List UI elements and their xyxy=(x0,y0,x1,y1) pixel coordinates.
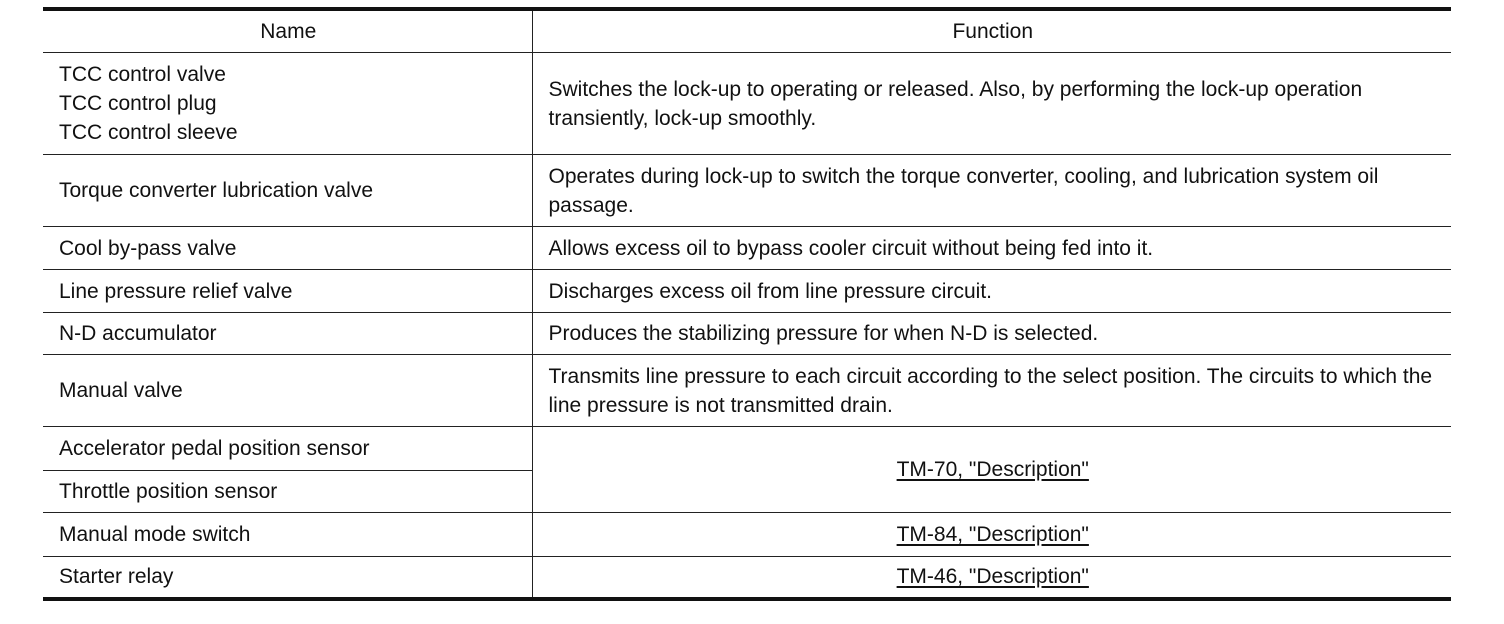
table-row xyxy=(43,427,1451,471)
name-cell: Manual valve xyxy=(43,355,532,427)
function-cell: Operates during lock-up to switch the torque converter, cooling, and lubrication system oil passage. xyxy=(532,155,1451,227)
header-name: Name xyxy=(43,9,532,53)
table-row xyxy=(43,270,1451,313)
function-cell: Switches the lock-up to operating or released. Also, by performing the lock-up operation transiently, lock-up smoothly. xyxy=(532,53,1451,155)
reference-link[interactable]: TM-70, "Description" xyxy=(896,458,1089,481)
function-cell: Allows excess oil to bypass cooler circuit without being fed into it. xyxy=(532,227,1451,270)
component-function-table xyxy=(43,7,1451,601)
header-function: Function xyxy=(532,9,1451,53)
table-row xyxy=(43,355,1451,427)
function-cell xyxy=(532,427,1451,513)
name-cell: Throttle position sensor xyxy=(43,471,532,513)
function-cell: Discharges excess oil from line pressure circuit. xyxy=(532,270,1451,313)
name-cell: Cool by-pass valve xyxy=(43,227,532,270)
table-row xyxy=(43,313,1451,355)
header-row xyxy=(43,9,1451,53)
name-cell: Manual mode switch xyxy=(43,513,532,557)
name-cell: N-D accumulator xyxy=(43,313,532,355)
function-cell xyxy=(532,513,1451,557)
function-cell: Transmits line pressure to each circuit according to the select position. The circuits to which the line pressure is not transmitted drain. xyxy=(532,355,1451,427)
function-cell xyxy=(532,557,1451,599)
name-cell: Starter relay xyxy=(43,557,532,599)
name-cell xyxy=(43,53,532,155)
name-cell: Line pressure relief valve xyxy=(43,270,532,313)
table-row xyxy=(43,557,1451,599)
table-row xyxy=(43,227,1451,270)
table xyxy=(43,7,1451,601)
table-row xyxy=(43,513,1451,557)
table-row xyxy=(43,155,1451,227)
name-line: TCC control plug xyxy=(59,92,217,115)
table-row xyxy=(43,53,1451,155)
reference-link[interactable]: TM-84, "Description" xyxy=(896,523,1089,546)
name-line: TCC control valve xyxy=(59,63,226,86)
name-cell: Accelerator pedal position sensor xyxy=(43,427,532,471)
reference-link[interactable]: TM-46, "Description" xyxy=(896,565,1089,589)
function-cell: Produces the stabilizing pressure for when N-D is selected. xyxy=(532,313,1451,355)
name-cell: Torque converter lubrication valve xyxy=(43,155,532,227)
name-line: TCC control sleeve xyxy=(59,121,238,144)
